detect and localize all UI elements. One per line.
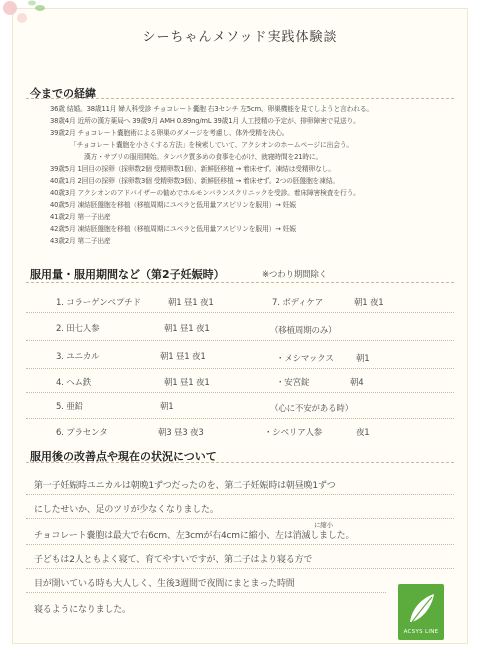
med-name: ・メシマックス bbox=[276, 354, 334, 364]
divider bbox=[26, 368, 454, 369]
med-dose: 朝1 bbox=[160, 402, 174, 412]
med-note: （移植周期のみ） bbox=[270, 326, 337, 336]
history-line: 40歳5月 凍結胚盤胞を移植（移植周期にユベラと低用量アスピリンを服用）→ 妊娠 bbox=[50, 201, 296, 209]
med-name: 6. プラセンタ bbox=[56, 428, 108, 438]
divider bbox=[26, 518, 454, 519]
divider bbox=[26, 544, 454, 545]
med-dose: 朝1 昼1 夜1 bbox=[160, 352, 206, 362]
history-line: 39歳5月 1回目の採卵（採卵数2個 受精卵数1個）、新鮮胚移植 → 着床せず。凍結は受精卵なし。 bbox=[50, 165, 335, 173]
med-name: 4. ヘム鉄 bbox=[56, 378, 92, 388]
med-dose: 朝1 昼1 夜1 bbox=[164, 324, 210, 334]
page-title: シーちゃんメソッド実践体験談 bbox=[142, 30, 338, 45]
med-dose: 朝1 夜1 bbox=[354, 298, 384, 308]
med-dose: 夜1 bbox=[356, 428, 370, 438]
med-note: （心に不安がある時） bbox=[270, 404, 354, 414]
history-line: 42歳5月 凍結胚盤胞を移植（移植周期にユベラと低用量アスピリンを服用）→ 妊娠 bbox=[50, 225, 296, 233]
leaf-icon bbox=[398, 588, 444, 628]
history-line: 38歳4月 近所の漢方薬局へ 39歳9月 AMH 0.89ng/mL 39歳1月 人工授精の予定が、排卵障害で見送り。 bbox=[50, 117, 360, 125]
med-dose: 朝1 昼1 夜1 bbox=[168, 298, 214, 308]
improvement-line: 第一子妊娠時ユニカルは朝晩1ずつだったのを、第二子妊娠時は朝昼晩1ずつ bbox=[34, 481, 336, 491]
med-name: 2. 田七人参 bbox=[56, 324, 100, 334]
improvement-line: 寝るようになりました。 bbox=[34, 605, 131, 615]
divider bbox=[26, 392, 454, 393]
divider bbox=[26, 418, 454, 419]
divider bbox=[26, 592, 386, 593]
history-line: 40歳3月 アクシオンのアドバイザーの勧めでホルモンバランスクリニックを受診。着床障害検査を行う。 bbox=[50, 189, 360, 197]
med-dose: 朝1 bbox=[356, 354, 370, 364]
history-line: 41歳2月 第一子出産 bbox=[50, 213, 111, 221]
brand-logo bbox=[398, 584, 444, 640]
improvement-line: にしたせいか、足のツリが少なくなりました。 bbox=[34, 505, 219, 515]
med-dose: 朝1 昼1 夜1 bbox=[164, 378, 210, 388]
history-line: 36歳 結婚。38歳11月 婦人科受診 チョコレート嚢胞 右3センチ 左5cm、卵巣機能を見てしようと言われる。 bbox=[50, 105, 374, 113]
med-name: ・安宮錠 bbox=[276, 378, 310, 388]
history-line: 漢方・サプリの服用開始。タンパク質多めの食事を心がけ、就寝時間を21時に。 bbox=[84, 153, 323, 161]
divider bbox=[26, 340, 454, 341]
history-line: 「チョコレート嚢胞を小さくする方法」を検索していて、アクシオンのホームページに出会う。 bbox=[70, 141, 353, 149]
history-heading: 今までの経緯 bbox=[30, 87, 96, 100]
divider bbox=[26, 282, 454, 283]
divider bbox=[26, 98, 454, 99]
med-name: ・シベリア人参 bbox=[264, 428, 323, 438]
divider bbox=[26, 462, 454, 463]
improvement-line: 目が開いている時も大人しく、生後3週間で夜間にまとまった時間 bbox=[34, 579, 295, 589]
improvement-line: チョコレート嚢胞は最大で右6cm、左3cmが右4cmに縮小、左は消滅しました。 bbox=[34, 531, 355, 541]
improvement-heading: 服用後の改善点や現在の状況について bbox=[30, 450, 217, 463]
med-dose: 朝4 bbox=[350, 378, 364, 388]
history-line: 40歳1月 2回目の採卵（採卵数3個 受精卵数3個）、新鮮胚移植 → 着床せず。2つの胚盤胞を凍結。 bbox=[50, 177, 339, 185]
logo-text: ACSYS LINE bbox=[403, 629, 439, 635]
med-name: 5. 亜鉛 bbox=[56, 402, 83, 412]
divider bbox=[26, 312, 454, 313]
correction-note: に縮小 bbox=[314, 521, 333, 529]
med-name: 3. ユニカル bbox=[56, 352, 100, 362]
dosage-note: ※つわり期間除く bbox=[262, 270, 328, 280]
med-name: 1. コラーゲンペプチド bbox=[56, 298, 141, 308]
history-line: 39歳2月 チョコレート嚢胞術による卵巣のダメージを考慮し、体外受精を決心。 bbox=[50, 129, 289, 137]
history-line: 43歳2月 第二子出産 bbox=[50, 237, 111, 245]
improvement-line: 子どもは2人ともよく寝て、育てやすいですが、第二子はより寝る方で bbox=[34, 555, 313, 565]
med-dose: 朝3 昼3 夜3 bbox=[158, 428, 204, 438]
dosage-heading: 服用量・服用期間など（第2子妊娠時） bbox=[30, 268, 225, 281]
divider bbox=[26, 568, 454, 569]
divider bbox=[26, 494, 454, 495]
med-name: 7. ボディケア bbox=[272, 298, 324, 308]
